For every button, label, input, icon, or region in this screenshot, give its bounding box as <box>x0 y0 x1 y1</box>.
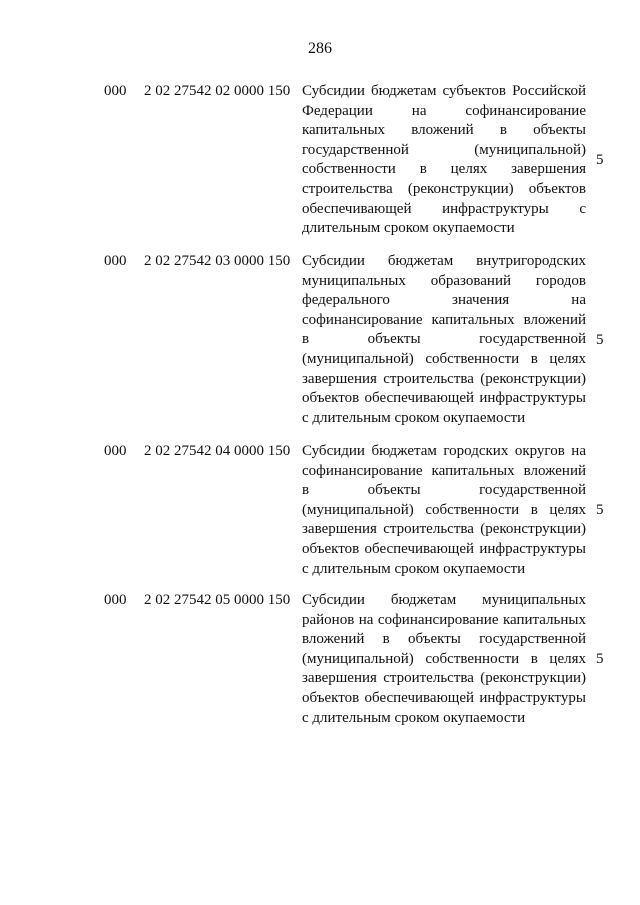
row-amount: 5 <box>596 152 604 168</box>
kbk-code: 2 02 27542 03 0000 150 <box>144 253 291 269</box>
kbk-code: 2 02 27542 05 0000 150 <box>144 592 291 608</box>
admin-code: 000 <box>104 253 127 269</box>
admin-code: 000 <box>104 443 127 459</box>
row-amount: 5 <box>596 332 604 348</box>
kbk-code: 2 02 27542 02 0000 150 <box>144 83 291 99</box>
row-description: Субсидии бюджетам городских округов на софинансирование капитальных вложений в объекты государственной (муниципальной) собственности в целях завершения строительства (реконструкции) объектов обеспечивающей инфраструктуры с длительным сроком окупаемости <box>302 443 586 577</box>
admin-code: 000 <box>104 592 127 608</box>
row-description: Субсидии бюджетам внутригородских муниципальных образований городов федерального значения на софинансирование капитальных вложений в объекты государственной (муниципальной) собственности в целях завершения строительства (реконструкции) объектов обеспечивающей инфраструктуры с длительным сроком окупаемости <box>302 253 586 426</box>
row-description: Субсидии бюджетам муниципальных районов на софинансирование капитальных вложений в объекты государственной (муниципальной) собственности в целях завершения строительства (реконструкции) объектов обеспечивающей инфраструктуры с длительным сроком окупаемости <box>302 592 586 726</box>
kbk-code: 2 02 27542 04 0000 150 <box>144 443 291 459</box>
admin-code: 000 <box>104 83 127 99</box>
row-description: Субсидии бюджетам субъектов Российской Федерации на софинансирование капитальных вложений в объекты государственной (муниципальной) собственности в целях завершения строительства (реконструкции) объектов обеспечивающей инфраструктуры с длительным сроком окупаемости <box>302 83 586 237</box>
page-number: 286 <box>308 40 332 57</box>
row-amount: 5 <box>596 502 604 518</box>
row-amount: 5 <box>596 651 604 667</box>
